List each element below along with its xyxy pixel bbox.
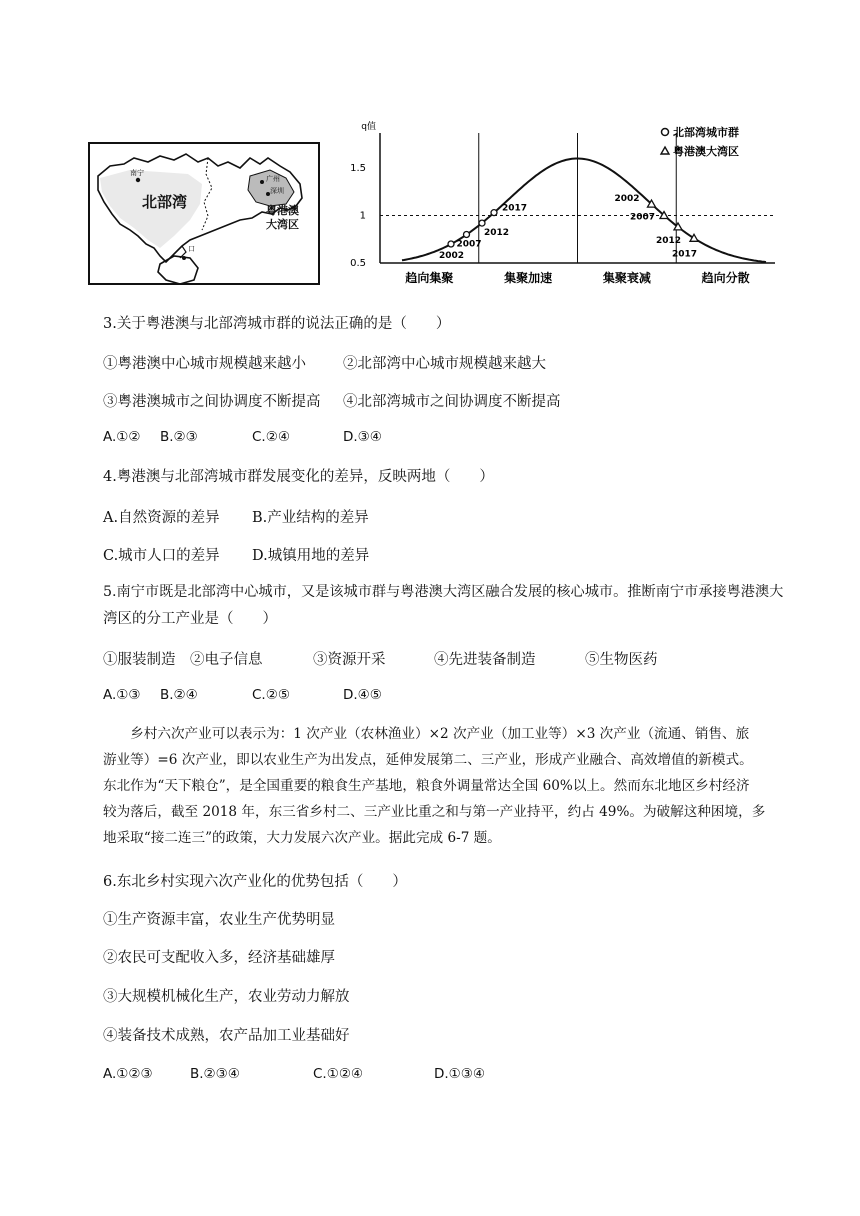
q6-option-a[interactable]: A.①②③ (103, 1066, 153, 1082)
q3-statement-4: ④北部湾城市之间协调度不断提高 (343, 394, 561, 410)
q6-statement-1: ①生产资源丰富，农业生产优势明显 (103, 912, 335, 928)
legend-label-beibuwan: 北部湾城市群 (673, 126, 739, 139)
stage-label: 趋向集聚 (405, 271, 454, 285)
beibuwan-year-label: 2007 (456, 239, 482, 250)
q3-option-d[interactable]: D.③④ (343, 429, 382, 445)
shenzhen-label: 深圳 (270, 187, 284, 195)
y-axis-label: q值 (361, 122, 376, 132)
q5-statement-2: ②电子信息 (190, 652, 263, 668)
q3-statement-2: ②北部湾中心城市规模越来越大 (343, 356, 546, 372)
q6-option-b[interactable]: B.②③④ (190, 1066, 240, 1082)
q3-statement-3: ③粤港澳城市之间协调度不断提高 (103, 394, 321, 410)
passage-line-3: 东北作为“天下粮仓”，是全国重要的粮食生产基地，粮食外调量常达全国 60%以上。然而东北地区乡村经济 (103, 778, 750, 794)
q6-statement-2: ②农民可支配收入多，经济基础雄厚 (103, 950, 335, 966)
gba-label-line1: 粤港澳 (266, 204, 299, 217)
y-tick-label: 1.5 (350, 163, 366, 174)
stage-label: 集聚衰减 (602, 271, 651, 285)
q4-option-a[interactable]: A.自然资源的差异 (103, 510, 220, 526)
gba-year-label: 2012 (656, 235, 682, 246)
beibuwan-point (448, 241, 454, 247)
beibuwan-year-label: 2012 (484, 228, 510, 239)
passage-line-2: 游业等）=6 次产业，即以农业生产为出发点，延伸发展第二、三产业，形成产业融合、高效增值的新模式。 (103, 752, 753, 768)
q5-statement-3: ③资源开采 (313, 652, 386, 668)
q6-option-d[interactable]: D.①③④ (434, 1066, 485, 1082)
q5-statement-4: ④先进装备制造 (434, 652, 536, 668)
q3-option-b[interactable]: B.②③ (160, 429, 198, 445)
stage-label: 趋向分散 (701, 271, 750, 285)
q5-option-c[interactable]: C.②⑤ (252, 687, 290, 703)
q6-statement-3: ③大规模机械化生产，农业劳动力解放 (103, 989, 350, 1005)
gba-year-label: 2007 (630, 212, 656, 223)
q5-option-b[interactable]: B.②④ (160, 687, 198, 703)
nanning-label: 南宁 (130, 169, 144, 177)
q5-option-d[interactable]: D.④⑤ (343, 687, 382, 703)
guangzhou-label: 广州 (266, 175, 280, 183)
gba-year-label: 2017 (672, 249, 698, 260)
q3-statement-1: ①粤港澳中心城市规模越来越小 (103, 356, 306, 372)
passage-line-5: 地采取“接二连三”的政策，大力发展六次产业。据此完成 6-7 题。 (103, 830, 501, 846)
gba-label-line2: 大湾区 (266, 218, 299, 231)
beibuwan-point (491, 210, 497, 216)
q3-option-c[interactable]: C.②④ (252, 429, 290, 445)
passage-line-4: 较为落后，截至 2018 年，东三省乡村二、三产业比重之和与第一产业持平，约占 49%。为破解这种困境，多 (103, 804, 766, 820)
q5-statement-5: ⑤生物医药 (585, 652, 658, 668)
beibuwan-year-label: 2002 (439, 251, 465, 261)
beibuwan-year-label: 2017 (502, 203, 528, 214)
q4-stem: 4.粤港澳与北部湾城市群发展变化的差异，反映两地（ ） (103, 469, 494, 485)
beibuwan-point (479, 220, 485, 226)
stage-label: 集聚加速 (504, 271, 553, 285)
q3-stem: 3.关于粤港澳与北部湾城市群的说法正确的是（ ） (103, 316, 451, 332)
q4-option-c[interactable]: C.城市人口的差异 (103, 548, 220, 564)
q5-stem-line2: 湾区的分工产业是（ ） (103, 611, 277, 627)
y-tick-label: 0.5 (350, 258, 366, 269)
beibuwan-point (464, 232, 470, 238)
q5-statement-1: ①服装制造 (103, 652, 176, 668)
beibuwan-label: 北部湾 (142, 193, 188, 211)
passage-line-1: 乡村六次产业可以表示为：1 次产业（农林渔业）×2 次产业（加工业等）×3 次产业（流通、销售、旅 (103, 726, 750, 742)
q6-statement-4: ④装备技术成熟，农产品加工业基础好 (103, 1028, 350, 1044)
legend-label-gba: 粤港澳大湾区 (673, 145, 739, 158)
q-value-chart (335, 115, 795, 295)
q5-stem-line1: 5.南宁市既是北部湾中心城市，又是该城市群与粤港澳大湾区融合发展的核心城市。推断南宁市承接粤港澳大 (103, 584, 784, 600)
q3-option-a[interactable]: A.①② (103, 429, 141, 445)
q6-option-c[interactable]: C.①②④ (313, 1066, 364, 1082)
region-map (88, 142, 320, 285)
q6-stem: 6.东北乡村实现六次产业化的优势包括（ ） (103, 874, 407, 890)
q4-option-b[interactable]: B.产业结构的差异 (252, 510, 369, 526)
q4-option-d[interactable]: D.城镇用地的差异 (252, 548, 370, 564)
legend-triangle-icon (661, 147, 669, 154)
y-tick-label: 1 (359, 210, 366, 222)
chart-svg (335, 115, 795, 295)
legend-circle-icon (662, 129, 669, 136)
haikou-label: 口 (188, 245, 195, 253)
gba-year-label: 2002 (614, 194, 640, 205)
q5-option-a[interactable]: A.①③ (103, 687, 141, 703)
